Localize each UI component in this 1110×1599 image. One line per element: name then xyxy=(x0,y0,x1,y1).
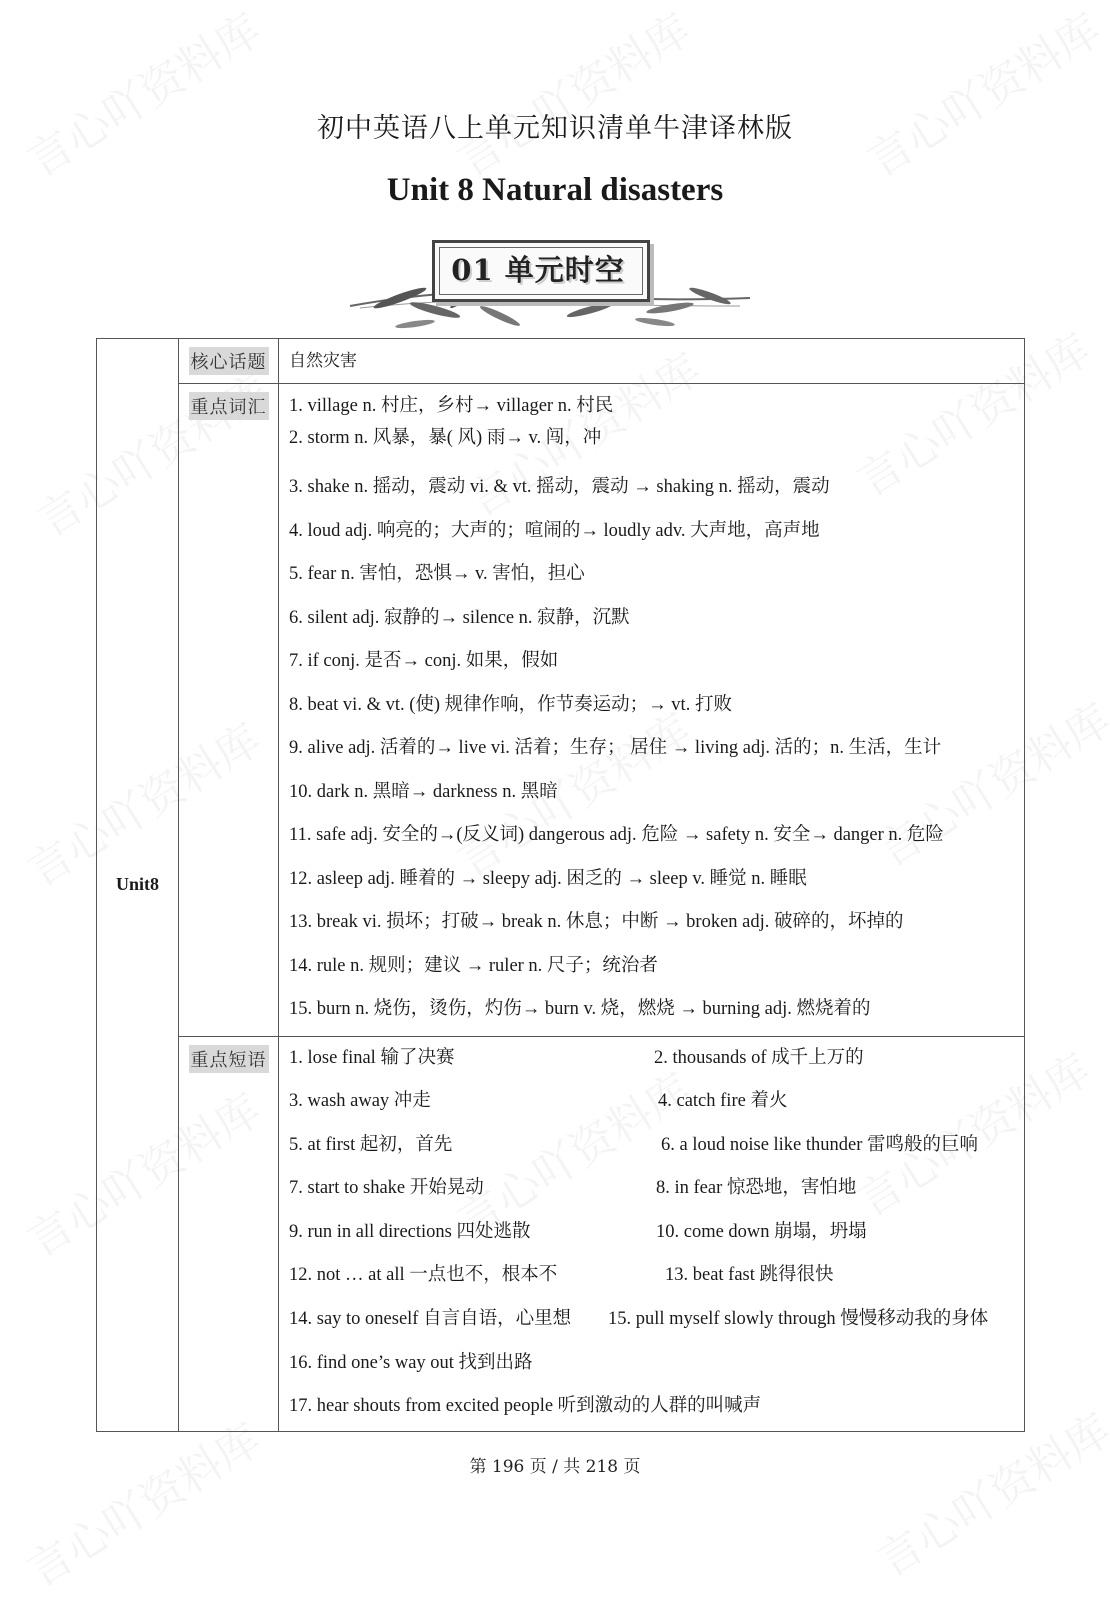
phrase-item: 2. thousands of 成千上万的 xyxy=(654,1047,864,1068)
phrase-item: 5. at first 起初，首先 xyxy=(289,1134,453,1155)
phrase-item: 8. in fear 惊恐地，害怕地 xyxy=(656,1178,857,1199)
phrase-item: 6. a loud noise like thunder 雷鸣般的巨响 xyxy=(661,1134,979,1155)
vocab-item: 6. silent adj. 寂静的→ silence n. 寂静，沉默 xyxy=(289,607,630,628)
section-banner xyxy=(340,236,760,336)
phrase-item: 17. hear shouts from excited people 听到激动的人群的叫喊声 xyxy=(289,1396,762,1417)
phrases-label-cell xyxy=(179,1036,279,1431)
vocab-label-cell xyxy=(179,384,279,1037)
phrase-item: 16. find one’s way out 找到出路 xyxy=(289,1352,533,1373)
phrase-row xyxy=(289,1254,1024,1298)
document-title: 初中英语八上单元知识清单牛津译林版 xyxy=(317,113,793,144)
vocab-item: 1. village n. 村庄，乡村→ villager n. 村民 xyxy=(289,396,614,416)
phrase-item: 7. start to shake 开始晃动 xyxy=(289,1178,484,1199)
watermark xyxy=(853,0,1110,189)
phrases-label: 重点短语 xyxy=(189,1045,269,1073)
vocab-item: 9. alive adj. 活着的→ live vi. 活着；生存； 居住 → living adj. 活的；n. 生活，生计 xyxy=(289,738,942,758)
watermark xyxy=(13,0,271,189)
phrase-row xyxy=(289,1298,1024,1342)
phrase-item: 12. not … at all 一点也不，根本不 xyxy=(289,1265,558,1286)
unit-title: Unit 8 Natural disasters xyxy=(386,172,724,208)
vocab-item: 8. beat vi. & vt. (使) 规律作响，作节奏运动；→ vt. 打败 xyxy=(289,694,732,715)
vocab-item: 7. if conj. 是否→ conj. 如果，假如 xyxy=(289,651,559,671)
vocab-item: 13. break vi. 损坏；打破→ break n. 休息；中断 → broken adj. 破碎的，坏掉的 xyxy=(289,912,904,932)
phrase-row xyxy=(289,1385,1024,1429)
phrase-item: 15. pull myself slowly through 慢慢移动我的身体 xyxy=(608,1309,989,1330)
phrase-item: 9. run in all directions 四处逃散 xyxy=(289,1221,531,1242)
vocab-item: 4. loud adj. 响亮的；大声的；喧闹的→ loudly adv. 大声地，高声地 xyxy=(289,520,820,541)
phrase-row xyxy=(289,1167,1024,1211)
phrase-item: 1. lose final 输了决赛 xyxy=(289,1047,455,1068)
vocab-item: 11. safe adj. 安全的→(反义词) dangerous adj. 危险 → safety n. 安全→ danger n. 危险 xyxy=(289,825,944,845)
page-number: 第 196 页 / 共 218 页 xyxy=(469,1457,641,1477)
banner-label: 01 单元时空 xyxy=(451,253,625,287)
vocab-item: 15. burn n. 烧伤，烫伤，灼伤→ burn v. 烧，燃烧 → burning adj. 燃烧着的 xyxy=(289,999,871,1019)
unit-cell: Unit8 xyxy=(97,339,179,1432)
topic-label: 核心话题 xyxy=(189,347,269,375)
vocab-item: 5. fear n. 害怕，恐惧→ v. 害怕，担心 xyxy=(289,564,585,584)
phrase-row xyxy=(289,1211,1024,1255)
phrases-cell xyxy=(279,1036,1025,1431)
vocab-item: 3. shake n. 摇动，震动 vi. & vt. 摇动，震动 → shaking n. 摇动，震动 xyxy=(289,477,830,497)
vocab-item: 14. rule n. 规则；建议 → ruler n. 尺子；统治者 xyxy=(289,955,658,976)
topic-label-cell xyxy=(179,339,279,384)
topic-value: 自然灾害 xyxy=(289,351,357,371)
phrases-list xyxy=(289,1037,1024,1431)
phrase-item: 14. say to oneself 自言自语，心里想 xyxy=(289,1309,572,1330)
phrase-row xyxy=(289,1124,1024,1168)
phrase-item: 10. come down 崩塌，坍塌 xyxy=(656,1221,867,1242)
vocab-item: 2. storm n. 风暴，暴( 风) 雨→ v. 闯，冲 xyxy=(289,428,602,448)
knowledge-table xyxy=(96,338,1025,1432)
watermark xyxy=(13,1405,271,1599)
watermark xyxy=(443,0,701,189)
phrase-item: 4. catch fire 着火 xyxy=(658,1091,788,1112)
vocab-cell xyxy=(279,384,1025,1037)
phrase-item: 3. wash away 冲走 xyxy=(289,1091,431,1112)
vocab-list xyxy=(289,384,1024,1036)
vocab-item: 12. asleep adj. 睡着的 → sleepy adj. 困乏的 → sleep v. 睡觉 n. 睡眠 xyxy=(289,868,807,889)
vocab-item: 10. dark n. 黑暗→ darkness n. 黑暗 xyxy=(289,781,558,802)
vocab-label: 重点词汇 xyxy=(189,392,269,420)
phrase-row xyxy=(289,1342,1024,1386)
phrase-row xyxy=(289,1037,1024,1081)
phrase-row xyxy=(289,1080,1024,1124)
topic-cell xyxy=(279,339,1025,384)
phrase-item: 13. beat fast 跳得很快 xyxy=(665,1265,834,1286)
